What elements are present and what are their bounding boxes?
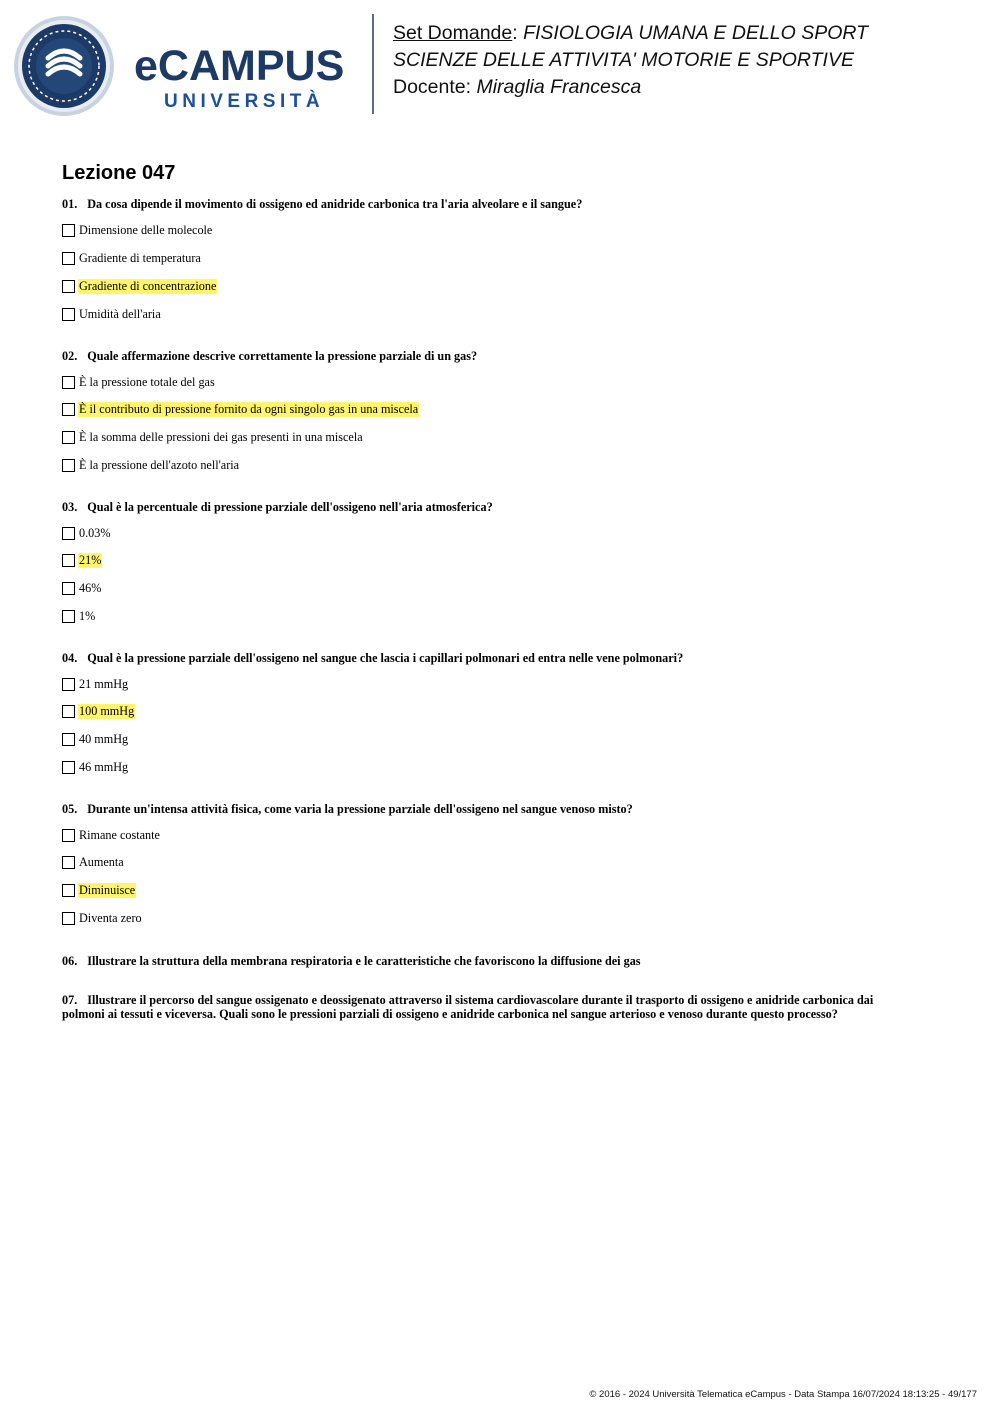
answer-checkbox[interactable]: [62, 761, 75, 774]
answer-label: 1%: [79, 608, 96, 623]
answer-label: È la somma delle pressioni dei gas presenti in una miscela: [79, 429, 363, 444]
answer-label: Diventa zero: [79, 910, 142, 925]
question-number: 07.: [62, 993, 78, 1007]
answer-checkbox[interactable]: [62, 224, 75, 237]
question-number: 06.: [62, 954, 78, 968]
answer-label: Gradiente di temperatura: [79, 250, 201, 265]
answer-checkbox[interactable]: [62, 856, 75, 869]
answer-checkbox[interactable]: [62, 527, 75, 540]
answer-label: Aumenta: [79, 854, 124, 869]
page-header: [0, 0, 1000, 130]
question-number: 04.: [62, 651, 78, 665]
answer-option[interactable]: [62, 222, 213, 238]
answer-option[interactable]: [62, 910, 143, 926]
question-title: [62, 197, 912, 211]
course-info: [393, 20, 868, 101]
answer-checkbox[interactable]: [62, 431, 75, 444]
answer-label: 0.03%: [79, 525, 111, 540]
answer-option[interactable]: [62, 882, 136, 898]
answer-label: Umidità dell'aria: [79, 306, 161, 321]
course-line-2: [393, 47, 868, 74]
question-text: Qual è la percentuale di pressione parziale dell'ossigeno nell'aria atmosferica?: [87, 500, 493, 514]
teacher-line: [393, 74, 868, 101]
question-number: 01.: [62, 197, 78, 211]
answer-checkbox[interactable]: [62, 376, 75, 389]
question-title: [62, 993, 912, 1021]
answer-option[interactable]: [62, 759, 129, 775]
question-title: [62, 349, 912, 363]
question-title: [62, 954, 912, 968]
answer-label: È il contributo di pressione fornito da ogni singolo gas in una miscela: [79, 401, 419, 416]
set-separator: :: [512, 22, 524, 44]
answer-checkbox[interactable]: [62, 705, 75, 718]
answer-option[interactable]: [62, 854, 125, 870]
answer-label: 100 mmHg: [79, 703, 135, 718]
logo-sub-text: UNIVERSITÀ: [164, 91, 325, 112]
question-text: Quale affermazione descrive correttamente la pressione parziale di un gas?: [87, 349, 478, 363]
teacher-label: Docente:: [393, 76, 477, 98]
answer-option[interactable]: [62, 250, 202, 266]
set-label: Set Domande: [393, 22, 513, 44]
answer-checkbox[interactable]: [62, 582, 75, 595]
answer-option[interactable]: [62, 827, 161, 843]
question-number: 02.: [62, 349, 78, 363]
question-text: Qual è la pressione parziale dell'ossigeno nel sangue che lascia i capillari polmonari ed entra nelle vene polmonari?: [87, 651, 684, 665]
answer-label: Gradiente di concentrazione: [79, 278, 217, 293]
answer-option[interactable]: [62, 306, 162, 322]
question-title: [62, 802, 912, 816]
question-text: Durante un'intensa attività fisica, come varia la pressione parziale dell'ossigeno nel sangue venoso misto?: [87, 802, 633, 816]
answer-checkbox[interactable]: [62, 884, 75, 897]
answer-option[interactable]: [62, 608, 96, 624]
answer-checkbox[interactable]: [62, 308, 75, 321]
answer-label: È la pressione dell'azoto nell'aria: [79, 457, 240, 472]
ecampus-logo: [14, 14, 374, 118]
degree-name: SCIENZE DELLE ATTIVITA' MOTORIE E SPORTIVE: [393, 49, 854, 71]
question-text: Illustrare il percorso del sangue ossigenato e deossigenato attraverso il sistema cardiovascolare durante il trasporto di ossigeno e anidride carbonica dai polmoni ai tessuti e viceversa. Quali sono le pressioni parziali di ossigeno e anidride carbonica nel sangue arterioso e venoso durante questo processo?: [62, 993, 874, 1021]
question-text: Illustrare la struttura della membrana respiratoria e le caratteristiche che favoriscono la diffusione dei gas: [87, 954, 641, 968]
answer-option[interactable]: [62, 374, 216, 390]
answer-checkbox[interactable]: [62, 829, 75, 842]
lesson-title: Lezione 047: [62, 162, 176, 184]
answer-label: 46%: [79, 580, 102, 595]
answer-label: Dimensione delle molecole: [79, 222, 213, 237]
answer-label: È la pressione totale del gas: [79, 374, 215, 389]
answer-option[interactable]: [62, 525, 111, 541]
answer-checkbox[interactable]: [62, 678, 75, 691]
answer-label: 21 mmHg: [79, 676, 129, 691]
answer-option[interactable]: [62, 676, 129, 692]
answer-checkbox[interactable]: [62, 912, 75, 925]
answer-option[interactable]: [62, 278, 217, 294]
answer-checkbox[interactable]: [62, 280, 75, 293]
question-text: Da cosa dipende il movimento di ossigeno ed anidride carbonica tra l'aria alveolare e il sangue?: [87, 197, 583, 211]
answer-label: 40 mmHg: [79, 731, 129, 746]
logo-brand-text: eCAMPUS: [134, 42, 345, 90]
answer-option[interactable]: [62, 457, 240, 473]
answer-checkbox[interactable]: [62, 252, 75, 265]
course-name: FISIOLOGIA UMANA E DELLO SPORT: [523, 22, 869, 44]
answer-checkbox[interactable]: [62, 733, 75, 746]
answer-checkbox[interactable]: [62, 554, 75, 567]
answer-label: 21%: [79, 552, 102, 567]
answer-option[interactable]: [62, 703, 135, 719]
answer-label: Diminuisce: [79, 882, 136, 897]
teacher-name: Miraglia Francesca: [476, 76, 642, 98]
question-title: [62, 500, 912, 514]
header-divider: [372, 14, 374, 114]
course-line-1: [393, 20, 868, 47]
question-title: [62, 651, 912, 665]
answer-option[interactable]: [62, 580, 102, 596]
answer-checkbox[interactable]: [62, 403, 75, 416]
answer-checkbox[interactable]: [62, 610, 75, 623]
question-number: 03.: [62, 500, 78, 514]
answer-label: Rimane costante: [79, 827, 160, 842]
answer-label: 46 mmHg: [79, 759, 129, 774]
answer-option[interactable]: [62, 401, 419, 417]
answer-option[interactable]: [62, 429, 364, 445]
answer-checkbox[interactable]: [62, 459, 75, 472]
question-number: 05.: [62, 802, 78, 816]
answer-option[interactable]: [62, 731, 129, 747]
answer-option[interactable]: [62, 552, 102, 568]
page-footer: © 2016 - 2024 Università Telematica eCampus - Data Stampa 16/07/2024 18:13:25 - 49/177: [589, 1389, 977, 1400]
